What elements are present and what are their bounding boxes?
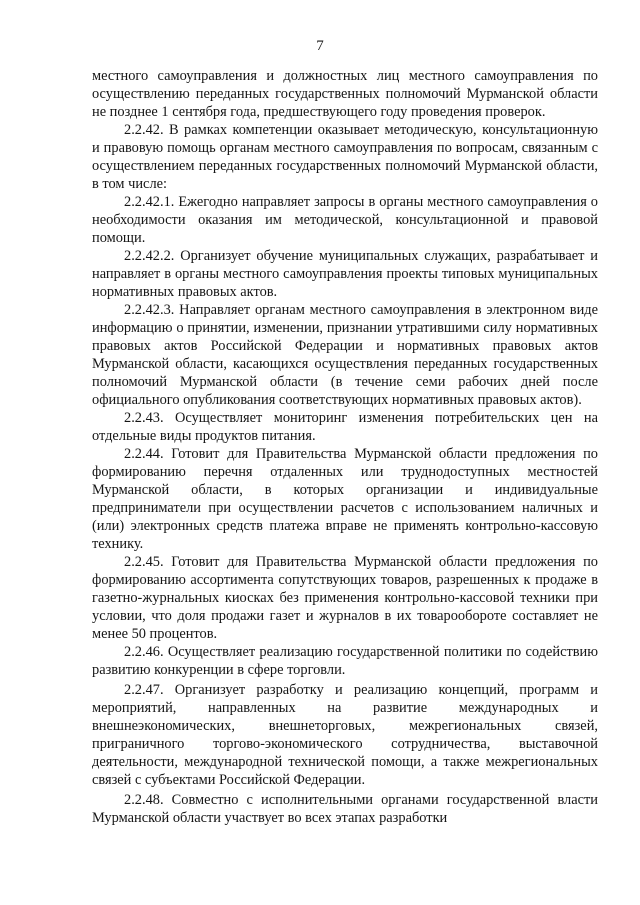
paragraph-2-2-47: 2.2.47. Организует разработку и реализацию концепций, программ и мероприятий, направленных на развитие международных и внешнеэкономических, внешнеторговых, межрегиональных связей, приграничного торгово-экономического сотрудничества, выставочной деятельности, международной технической помощи, а также межрегиональных связей с субъектами Российской Федерации. — [92, 682, 598, 788]
paragraph-2-2-43: 2.2.43. Осуществляет мониторинг изменения потребительских цен на отдельные виды продуктов питания. — [92, 410, 598, 444]
paragraph-2-2-42-1: 2.2.42.1. Ежегодно направляет запросы в органы местного самоуправления о необходимости оказания им методической, консультационной и правовой помощи. — [92, 194, 598, 246]
paragraph-continuation: местного самоуправления и должностных лиц местного самоуправления по осуществлению переданных государственных полномочий Мурманской области не позднее 1 сентября года, предшествующего году проведения проверок. — [92, 68, 598, 120]
paragraph-2-2-45: 2.2.45. Готовит для Правительства Мурманской области предложения по формированию ассортимента сопутствующих товаров, разрешенных к продаже в газетно-журнальных киосках без применения контрольно-кассовой техники при условии, что доля продажи газет и журналов в их товарообороте составляет не менее 50 процентов. — [92, 554, 598, 642]
paragraph-2-2-46: 2.2.46. Осуществляет реализацию государственной политики по содействию развитию конкуренции в сфере торговли. — [92, 644, 598, 678]
document-body — [92, 67, 598, 827]
paragraph-2-2-48: 2.2.48. Совместно с исполнительными органами государственной власти Мурманской области участвует во всех этапах разработки — [92, 792, 598, 826]
paragraph-2-2-44: 2.2.44. Готовит для Правительства Мурманской области предложения по формированию перечня отдаленных или труднодоступных местностей Мурманской области, в которых организации и индивидуальные предприниматели при осуществлении расчетов с использованием наличных и (или) электронных средств платежа вправе не применять контрольно-кассовую технику. — [92, 446, 598, 552]
paragraph-2-2-42-2: 2.2.42.2. Организует обучение муниципальных служащих, разрабатывает и направляет в органы местного самоуправления проекты типовых муниципальных нормативных правовых актов. — [92, 248, 598, 300]
page-number: 7 — [316, 38, 324, 54]
paragraph-2-2-42: 2.2.42. В рамках компетенции оказывает методическую, консультационную и правовую помощь органам местного самоуправления по вопросам, связанным с осуществлением переданных государственных полномочий Мурманской области, в том числе: — [92, 122, 598, 192]
paragraph-2-2-42-3: 2.2.42.3. Направляет органам местного самоуправления в электронном виде информацию о принятии, изменении, признании утратившими силу нормативных правовых актов Российской Федерации и нормативных правовых актов Мурманской области, касающихся осуществления переданных государственных полномочий Мурманской области (в течение семи рабочих дней после официального опубликования соответствующих нормативных правовых актов). — [92, 302, 598, 408]
